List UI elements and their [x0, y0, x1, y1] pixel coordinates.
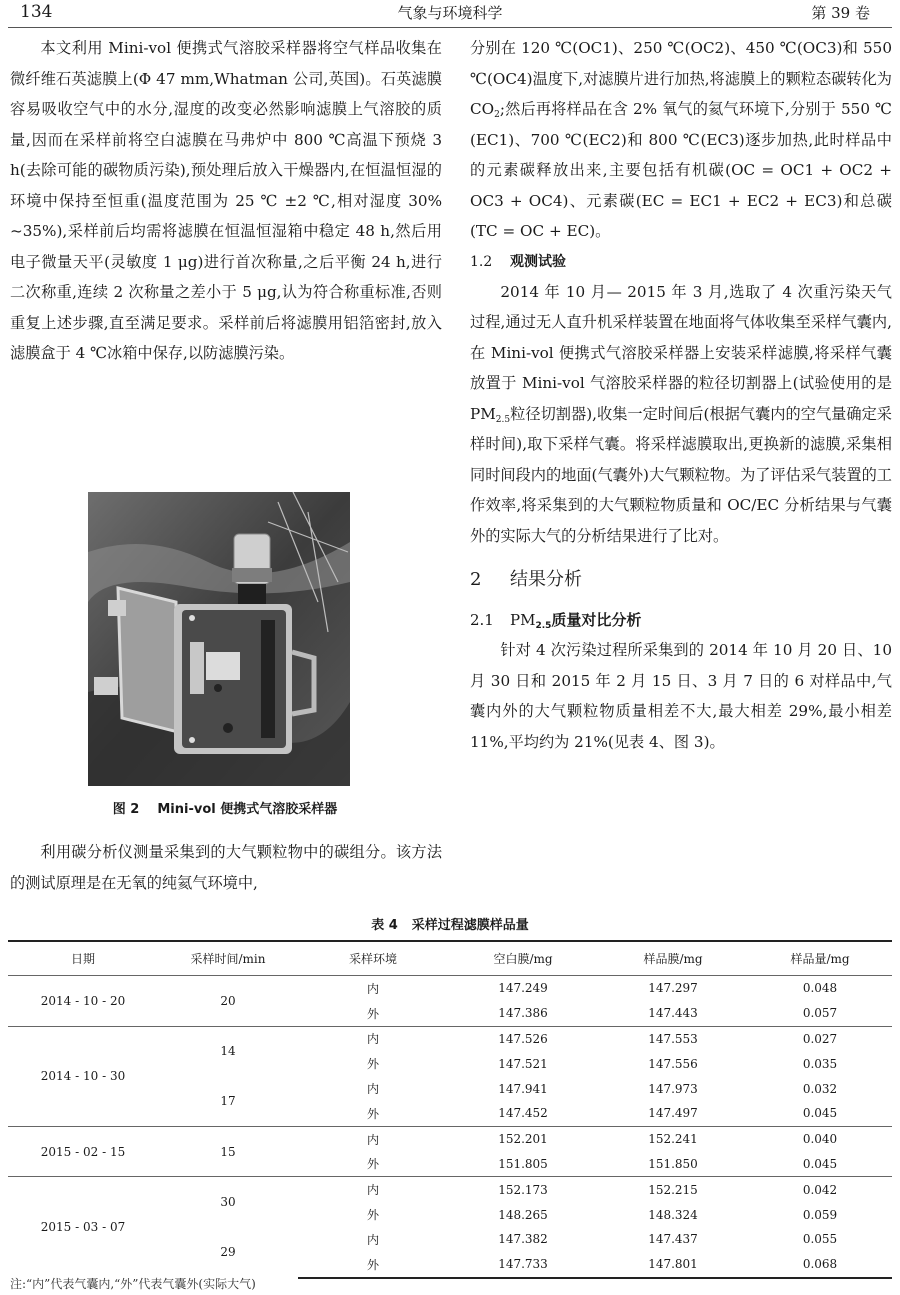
cell-amount: 0.045 [802, 1156, 838, 1171]
cell-amount: 0.055 [802, 1232, 838, 1247]
section-title-subscript: 2.5 [535, 621, 552, 631]
cell-env: 外 [366, 1157, 379, 1172]
cell-env: 内 [366, 1232, 379, 1247]
pm25-subscript: 2.5 [495, 414, 511, 425]
section-heading-2 [470, 565, 892, 595]
cell-env: 内 [366, 1082, 379, 1097]
right-column [470, 33, 892, 757]
cell-blank: 148.265 [498, 1207, 548, 1222]
cell-blank: 147.452 [498, 1106, 548, 1121]
cell-blank: 152.173 [448, 1177, 598, 1202]
cell-amount: 0.057 [802, 1006, 838, 1021]
cell-time: 15 [158, 1126, 298, 1177]
cell-amount: 0.027 [748, 1026, 892, 1051]
column-header-environment: 采样环境 [298, 941, 448, 976]
section-title-pm: PM [510, 611, 536, 629]
paragraph-heating-steps [470, 33, 892, 247]
paragraph-pm25-comparison: 针对 4 次污染过程所采集到的 2014 年 10 月 20 日、10 月 30 日和 2015 年 2 月 15 日、3 月 7 日的 6 对样品中,气囊内外的大气颗粒物质量相差不大,最大相差 29%,最小相差 11%,平均约为 21%(见表 4、图 3)。 [470, 641, 892, 751]
cell-blank: 147.249 [448, 976, 598, 1001]
cell-time: 14 [158, 1026, 298, 1076]
paragraph-carbon-analysis: 利用碳分析仪测量采集到的大气颗粒物中的碳组分。该方法的测试原理是在无氧的纯氦气环境中, [10, 843, 442, 892]
table-number: 表 4 [371, 918, 398, 933]
cell-amount: 0.059 [802, 1207, 838, 1222]
cell-env: 外 [366, 1006, 379, 1021]
cell-env: 外 [366, 1208, 379, 1223]
section-number: 2 [470, 569, 482, 590]
section-title: 质量对比分析 [551, 611, 642, 629]
section-heading-1-2 [470, 247, 892, 277]
cell-env: 内 [298, 1026, 448, 1051]
cell-sample: 152.241 [598, 1126, 748, 1151]
sampler-photo-illustration [88, 492, 350, 786]
table-row [8, 1026, 892, 1051]
cell-amount: 0.068 [748, 1252, 892, 1278]
cell-env: 内 [298, 1126, 448, 1151]
cell-sample: 147.437 [648, 1232, 698, 1247]
paragraph-heating-steps-b: ;然后再将样品在含 2% 氧气的氦气环境下,分别于 550 ℃(EC1)、700 ℃(EC2)和 800 ℃(EC3)逐步加热,此时样品中的元素碳释放出来,主要包括有机碳(OC = OC1 + OC2 + OC3 + OC4)、元素碳(EC = EC1 + EC2 + EC3)和总碳(TC = OC + EC)。 [470, 100, 892, 240]
cell-date: 2014 - 10 - 30 [8, 1026, 158, 1126]
cell-amount: 0.032 [802, 1081, 838, 1096]
cell-blank: 147.521 [498, 1056, 548, 1071]
cell-env: 内 [298, 1177, 448, 1202]
table-row [8, 976, 892, 1001]
cell-time: 29 [220, 1245, 236, 1260]
paragraph-heating-steps-a: 分别在 120 ℃(OC1)、250 ℃(OC2)、450 ℃(OC3)和 550 ℃(OC4)温度下,对滤膜片进行加热,将滤膜上的颗粒态碳转化为 CO [470, 39, 892, 118]
cell-amount: 0.035 [802, 1056, 838, 1071]
section-title: 结果分析 [510, 569, 582, 590]
cell-blank: 147.382 [498, 1232, 548, 1247]
cell-amount: 0.048 [748, 976, 892, 1001]
table-title: 采样过程滤膜样品量 [411, 918, 529, 933]
paragraph-sampling-method: 本文利用 Mini-vol 便携式气溶胶采样器将空气样品收集在微纤维石英滤膜上(Φ 47 mm,Whatman 公司,英国)。石英滤膜容易吸收空气中的水分,湿度的改变必然影响滤膜上气溶胶的质量,因而在采样前将空白滤膜在马弗炉中 800 ℃高温下预烧 3 h(去除可能的碳物质污染),预处理后放入干燥器内,在恒温恒湿的环境中保持至恒重(温度范围为 25 ℃ ±2 ℃,相对湿度 30% ~35%),采样前后均需将滤膜在恒温恒湿箱中稳定 48 h,然后用电子微量天平(灵敏度 1 μg)进行首次称量,之后平衡 24 h,进行二次称重,连续 2 次称量之差小于 5 μg,认为符合称重标准,否则重复上述步骤,直至满足要求。采样前后将滤膜用铝箔密封,放入滤膜盒于 4 ℃冰箱中保存,以防滤膜污染。 [10, 39, 442, 362]
cell-date: 2015 - 03 - 07 [8, 1177, 158, 1278]
table-row [8, 1126, 892, 1151]
cell-amount: 0.040 [748, 1126, 892, 1151]
cell-blank: 152.201 [448, 1126, 598, 1151]
paragraph-observation-b: 粒径切割器),收集一定时间后(根据气囊内的空气量确定采样时间),取下采样气囊。将采样滤膜取出,更换新的滤膜,采集相同时间段内的地面(气囊外)大气颗粒物。为了评估采气装置的工作效率,将采集到的大气颗粒物质量和 OC/EC 分析结果与气囊外的实际大气的分析结果进行了比对。 [470, 404, 892, 545]
left-column [10, 33, 442, 369]
table-sampling-filter-mass [8, 940, 892, 1279]
left-column-lower [10, 837, 442, 898]
paragraph-observation-a: 2014 年 10 月— 2015 年 3 月,选取了 4 次重污染天气过程,通过无人直升机采样装置在地面将气体收集至采样气囊内,在 Mini-vol 便携式气溶胶采样器上安装采样滤膜,将采样气囊放置于 Mini-vol 气溶胶采样器的粒径切割器上(试验使用的是 PM [470, 282, 892, 423]
cell-sample: 147.443 [648, 1006, 698, 1021]
table-header-row [8, 941, 892, 976]
section-number: 2.1 [470, 611, 494, 629]
figure-minivol-sampler-photo [88, 492, 350, 786]
section-heading-2-1 [470, 605, 892, 635]
cell-sample: 151.850 [648, 1156, 698, 1171]
cell-sample: 152.215 [598, 1177, 748, 1202]
figure-caption-text: Mini-vol 便携式气溶胶采样器 [157, 802, 338, 817]
header-rule [8, 27, 892, 28]
running-header [0, 0, 900, 28]
cell-env: 外 [298, 1252, 448, 1278]
column-header-time: 采样时间/min [158, 941, 298, 976]
cell-env: 外 [366, 1106, 379, 1121]
cell-time: 30 [158, 1177, 298, 1227]
co2-subscript: 2 [494, 110, 500, 120]
cell-env: 外 [366, 1057, 379, 1072]
cell-sample: 147.297 [598, 976, 748, 1001]
cell-amount: 0.045 [802, 1106, 838, 1121]
figure-number: 图 2 [112, 802, 140, 817]
cell-blank: 147.941 [498, 1081, 548, 1096]
cell-blank: 147.386 [498, 1006, 548, 1021]
column-header-date: 日期 [8, 941, 158, 976]
figure-caption [0, 798, 450, 817]
volume-label: 第 39 卷 [811, 4, 870, 22]
journal-title: 气象与环境科学 [397, 4, 503, 22]
table-caption [0, 914, 900, 933]
cell-blank: 151.805 [498, 1156, 548, 1171]
cell-sample: 147.801 [598, 1252, 748, 1278]
column-header-sample-amount: 样品量/mg [748, 941, 892, 976]
paragraph-observation-experiment [470, 277, 892, 552]
cell-sample: 147.973 [648, 1081, 698, 1096]
cell-sample: 147.497 [648, 1106, 698, 1121]
cell-sample: 147.556 [648, 1056, 698, 1071]
section-title: 观测试验 [510, 253, 566, 270]
cell-time: 20 [158, 976, 298, 1027]
cell-sample: 148.324 [648, 1207, 698, 1222]
table-row [8, 1177, 892, 1202]
cell-time: 17 [220, 1093, 236, 1108]
cell-env: 内 [298, 976, 448, 1001]
column-header-blank-filter: 空白膜/mg [448, 941, 598, 976]
column-header-sample-filter: 样品膜/mg [598, 941, 748, 976]
cell-blank: 147.526 [448, 1026, 598, 1051]
page-number: 134 [20, 2, 53, 22]
section-number: 1.2 [470, 253, 493, 270]
table-note: 注:“内”代表气囊内,“外”代表气囊外(实际大气) [10, 1277, 256, 1291]
cell-blank: 147.733 [448, 1252, 598, 1278]
cell-amount: 0.042 [748, 1177, 892, 1202]
cell-sample: 147.553 [598, 1026, 748, 1051]
cell-date: 2014 - 10 - 20 [8, 976, 158, 1027]
cell-date: 2015 - 02 - 15 [8, 1126, 158, 1177]
